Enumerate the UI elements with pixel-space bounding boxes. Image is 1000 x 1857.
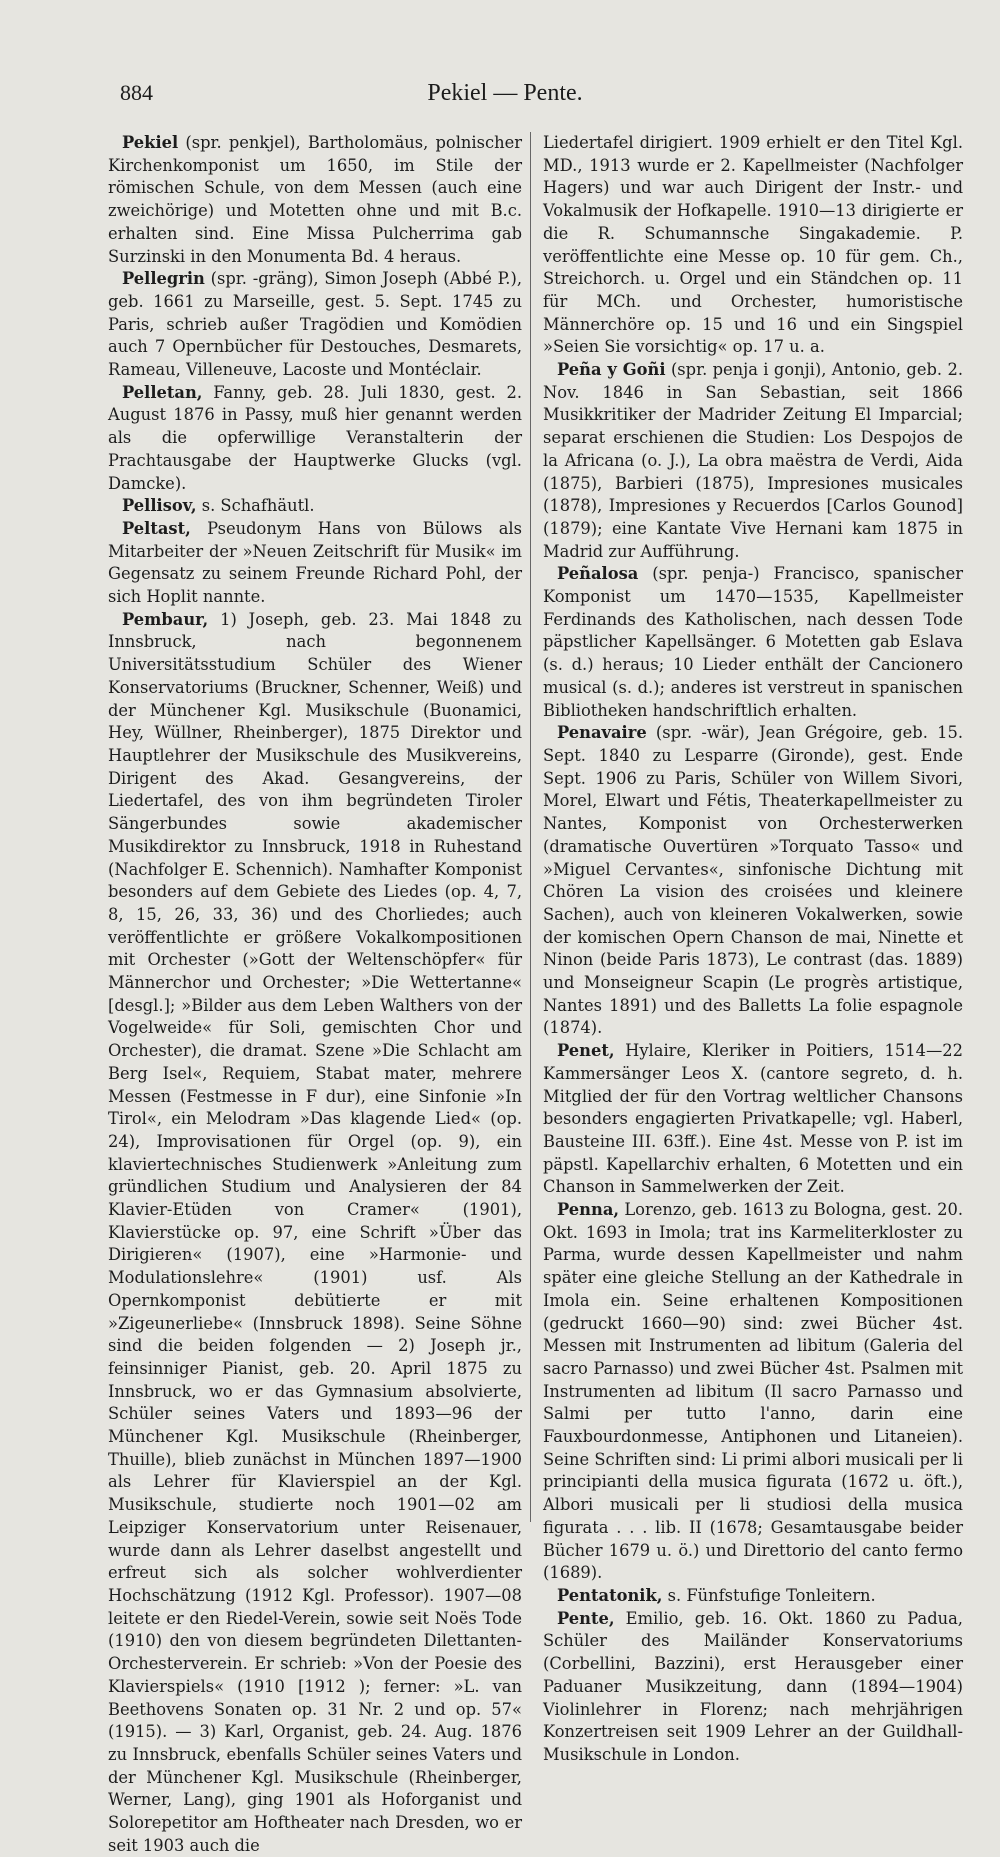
entry-text: s. Fünfstufige Tonleitern. — [662, 1586, 876, 1605]
entry-text: Emilio, geb. 16. Okt. 1860 zu Padua, Schüler des Mailänder Konservatoriums (Corbellini, Bazzini), erst Herausgeber einer Paduaner Musikzeitung, dann (1894—1904) Violinlehrer in Florenz; nach mehrjährigen Konzertreisen seit 1909 Lehrer an der Guildhall-Musikschule in London. — [543, 1608, 963, 1764]
right-column — [543, 132, 963, 1767]
entry-headword: Peltast, — [122, 518, 191, 538]
entry-headword: Peña y Goñi — [557, 360, 666, 380]
left-column — [108, 132, 531, 1855]
dictionary-entry — [543, 1040, 963, 1199]
dictionary-entry — [543, 1585, 963, 1608]
entry-headword: Peñalosa — [557, 564, 639, 584]
entry-text: Liedertafel dirigiert. 1909 erhielt er den Titel Kgl. MD., 1913 wurde er 2. Kapellmeister (Nachfolger Hagers) und war auch Dirigent der Instr.- und Vokalmusik der Hofkapelle. 1910—13 dirigierte er die R. Schumannsche Singakademie. P. veröffentlichte eine Messe op. 10 für gem. Ch., Streichorch. u. Orgel und ein Ständchen op. 11 für MCh. und Orchester, humoristische Männerchöre op. 15 und 16 und ein Singspiel »Seien Sie vorsichtig« op. 17 u. a. — [543, 133, 963, 357]
entry-headword: Penavaire — [557, 723, 647, 743]
entry-headword: Penet, — [557, 1041, 615, 1061]
dictionary-entry — [543, 1608, 963, 1767]
entry-text: Lorenzo, geb. 1613 zu Bologna, gest. 20. Okt. 1693 in Imola; trat ins Karmeliterkloster zu Parma, wurde dessen Kapellmeister und nahm später eine gleiche Stellung an der Kathedrale in Imola ein. Seine erhaltenen Kompositionen (gedruckt 1660—90) sind: zwei Bücher 4st. Messen mit Instrumenten ad libitum (Galeria del sacro Parnasso) und zwei Bücher 4st. Psalmen mit Instrumenten ad libitum (Il sacro Parnasso und Salmi per tutto l'anno, darin eine Fauxbourdonmesse, Antiphonen und Litaneien). Seine Schriften sind: Li primi albori musicali per li principianti della musica figurata (1672 u. öft.), Albori musicali per li studiosi della musica figurata . . . lib. II (1678; Gesamtausgabe beider Bücher 1679 u. ö.) und Direttorio del canto fermo (1689). — [543, 1200, 963, 1583]
dictionary-entry — [543, 359, 963, 563]
dictionary-entry — [108, 132, 522, 268]
entry-text: s. Schafhäutl. — [196, 496, 315, 516]
entry-headword: Penna, — [557, 1200, 620, 1220]
dictionary-entry — [543, 132, 963, 359]
dictionary-entry — [543, 1199, 963, 1585]
entry-text: (spr. -gräng), Simon Joseph (Abbé P.), geb. 1661 zu Marseille, gest. 5. Sept. 1745 zu Paris, schrieb außer Tragödien und Komödien auch 7 Opernbücher für Destouches, Desmarets, Rameau, Villeneuve, Lacoste und Montéclair. — [108, 269, 522, 380]
running-head: Pekiel — Pente. — [427, 80, 583, 106]
dictionary-entry — [543, 563, 963, 722]
entry-headword: Pembaur, — [122, 609, 209, 629]
entry-text: Pseudonym Hans von Bülows als Mitarbeiter der »Neuen Zeitschrift für Musik« im Gegensatz zu seinem Freunde Richard Pohl, der sich Hoplit nannte. — [108, 518, 522, 607]
entry-text: Fanny, geb. 28. Juli 1830, gest. 2. August 1876 in Passy, muß hier genannt werden als die opferwillige Veranstalterin der Prachtausgabe der Hauptwerke Glucks (vgl. Damcke). — [108, 382, 522, 493]
entry-text: (spr. penja-) Francisco, spanischer Komponist um 1470—1535, Kapellmeister Ferdinands des Katholischen, nach dessen Tode päpstlicher Kapellsänger. 6 Motetten gab Eslava (s. d.) heraus; 10 Lieder enthält der Cancionero musical (s. d.); anderes ist verstreut in spanischen Bibliotheken handschriftlich erhalten. — [543, 564, 963, 720]
dictionary-entry — [108, 495, 522, 518]
entry-text: (spr. penkjel), Bartholomäus, polnischer Kirchenkomponist um 1650, im Stile der römischen Schule, von dem Messen (auch eine zweichörige) und Motetten ohne und mit B.c. erhalten sind. Eine Missa Pulcherrima gab Surzinski in den Monumenta Bd. 4 heraus. — [108, 133, 522, 266]
page-number: 884 — [120, 80, 153, 105]
dictionary-entry — [108, 268, 522, 382]
entry-text: (spr. penja i gonji), Antonio, geb. 2. Nov. 1846 in San Sebastian, seit 1866 Musikkritiker der Madrider Zeitung El Imparcial; separat erschienen die Studien: Los Despojos de la Africana (o. J.), La obra maëstra de Verdi, Aida (1875), Barbieri (1875), Impresiones musicales (1878), Impresiones y Recuerdos [Carlos Gounod] (1879); eine Kantate Vive Hernani kam 1875 in Madrid zur Aufführung. — [543, 360, 963, 561]
entry-headword: Pekiel — [122, 133, 179, 152]
entry-headword: Pellegrin — [122, 269, 205, 289]
entry-headword: Pente, — [557, 1608, 615, 1628]
entry-headword: Pellisov, — [122, 496, 197, 516]
entry-text: 1) Joseph, geb. 23. Mai 1848 zu Innsbruck, nach begonnenem Universitätsstudium Schüler des Wiener Konservatoriums (Bruckner, Schenner, Weiß) und der Münchener Kgl. Musikschule (Buonamici, Hey, Wüllner, Rheinberger), 1875 Direktor und Hauptlehrer der Musikschule des Musikvereins, Dirigent des Akad. Gesangvereins, der Liedertafel, des von ihm begründeten Tiroler Sängerbundes sowie akademischer Musikdirektor zu Innsbruck, 1918 in Ruhestand (Nachfolger E. Schennich). Namhafter Komponist besonders auf dem Gebiete des Liedes (op. 4, 7, 8, 15, 26, 33, 36) und des Chorliedes; auch veröffentlichte er größere Vokalkompositionen mit Orchester (»Gott der Weltenschöpfer« für Männerchor und Orchester; »Die Wettertanne« [desgl.]; »Bilder aus dem Leben Walthers von der Vogelweide« für Soli, gemischten Chor und Orchester), die dramat. Szene »Die Schlacht am Berg Isel«, Requiem, Stabat mater, mehrere Messen (Festmesse in F dur), eine Sinfonie »In Tirol«, ein Melodram »Das klagende Lied« (op. 24), Improvisationen für Orgel (op. 9), ein klaviertechnisches Studienwerk »Anleitung zum gründlichen Studium und Analysieren der 84 Klavier-Etüden von Cramer« (1901), Klavierstücke op. 97, eine Schrift »Über das Dirigieren« (1907), eine »Harmonie- und Modulationslehre« (1901) usf. Als Opernkomponist debütierte er mit »Zigeunerliebe« (Innsbruck 1898). Seine Söhne sind die beiden folgenden — 2) Joseph jr., feinsinniger Pianist, geb. 20. April 1875 zu Innsbruck, wo er das Gymnasium absolvierte, Schüler seines Vaters und 1893—96 der Münchener Kgl. Musikschule (Rheinberger, Thuille), blieb zunächst in München 1897—1900 als Lehrer für Klavierspiel an der Kgl. Musikschule, studierte noch 1901—02 am Leipziger Konservatorium unter Reisenauer, wurde dann als Lehrer daselbst angestellt und erfreut sich als solcher wohlverdienter Hochschätzung (1912 Kgl. Professor). 1907—08 leitete er den Riedel-Verein, sowie seit Noës Tode (1910) den von diesem begründeten Dilettanten-Orchesterverein. Er schrieb: »Von der Poesie des Klavierspiels« (1910 [1912 ); ferner: »L. van Beethovens Sonaten op. 31 Nr. 2 und op. 57« (1915). — 3) Karl, Organist, geb. 24. Aug. 1876 zu Innsbruck, ebenfalls Schüler seines Vaters und der Münchener Kgl. Musikschule (Rheinberger, Werner, Lang), ging 1901 als Hoforganist und Solorepetitor am Hoftheater nach Dresden, wo er seit 1903 auch die — [108, 609, 522, 1855]
dictionary-entry — [108, 382, 522, 496]
dictionary-entry — [543, 722, 963, 1040]
dictionary-entry — [108, 518, 522, 609]
entry-text: (spr. -wär), Jean Grégoire, geb. 15. Sept. 1840 zu Lesparre (Gironde), gest. Ende Sept. 1906 zu Paris, Schüler von Willem Sivori, Morel, Elwart und Fétis, Theaterkapellmeister zu Nantes, Komponist von Orchesterwerken (dramatische Ouvertüren »Torquato Tasso« und »Miguel Cervantes«, sinfonische Dichtung mit Chören La vision des croisées und kleinere Sachen), auch von kleineren Vokalwerken, sowie der komischen Opern Chanson de mai, Ninette et Ninon (beide Paris 1873), Le contrast (das. 1889) und Monseigneur Scapin (Le progrès artistique, Nantes 1891) und des Balletts La folie espagnole (1874). — [543, 723, 963, 1038]
entry-text: Hylaire, Kleriker in Poitiers, 1514—22 Kammersänger Leos X. (cantore segreto, d. h. Mitglied der für den Vortrag weltlicher Chansons besonders engagierten Privatkapelle; vgl. Haberl, Bausteine III. 63ff.). Eine 4st. Messe von P. ist im päpstl. Kapellarchiv erhalten, 6 Motetten und ein Chanson in Sammelwerken der Zeit. — [543, 1041, 963, 1197]
entry-headword: Pelletan, — [122, 382, 203, 402]
entry-headword: Pentatonik, — [557, 1586, 663, 1605]
page-header — [120, 80, 890, 120]
dictionary-entry — [108, 609, 522, 1857]
